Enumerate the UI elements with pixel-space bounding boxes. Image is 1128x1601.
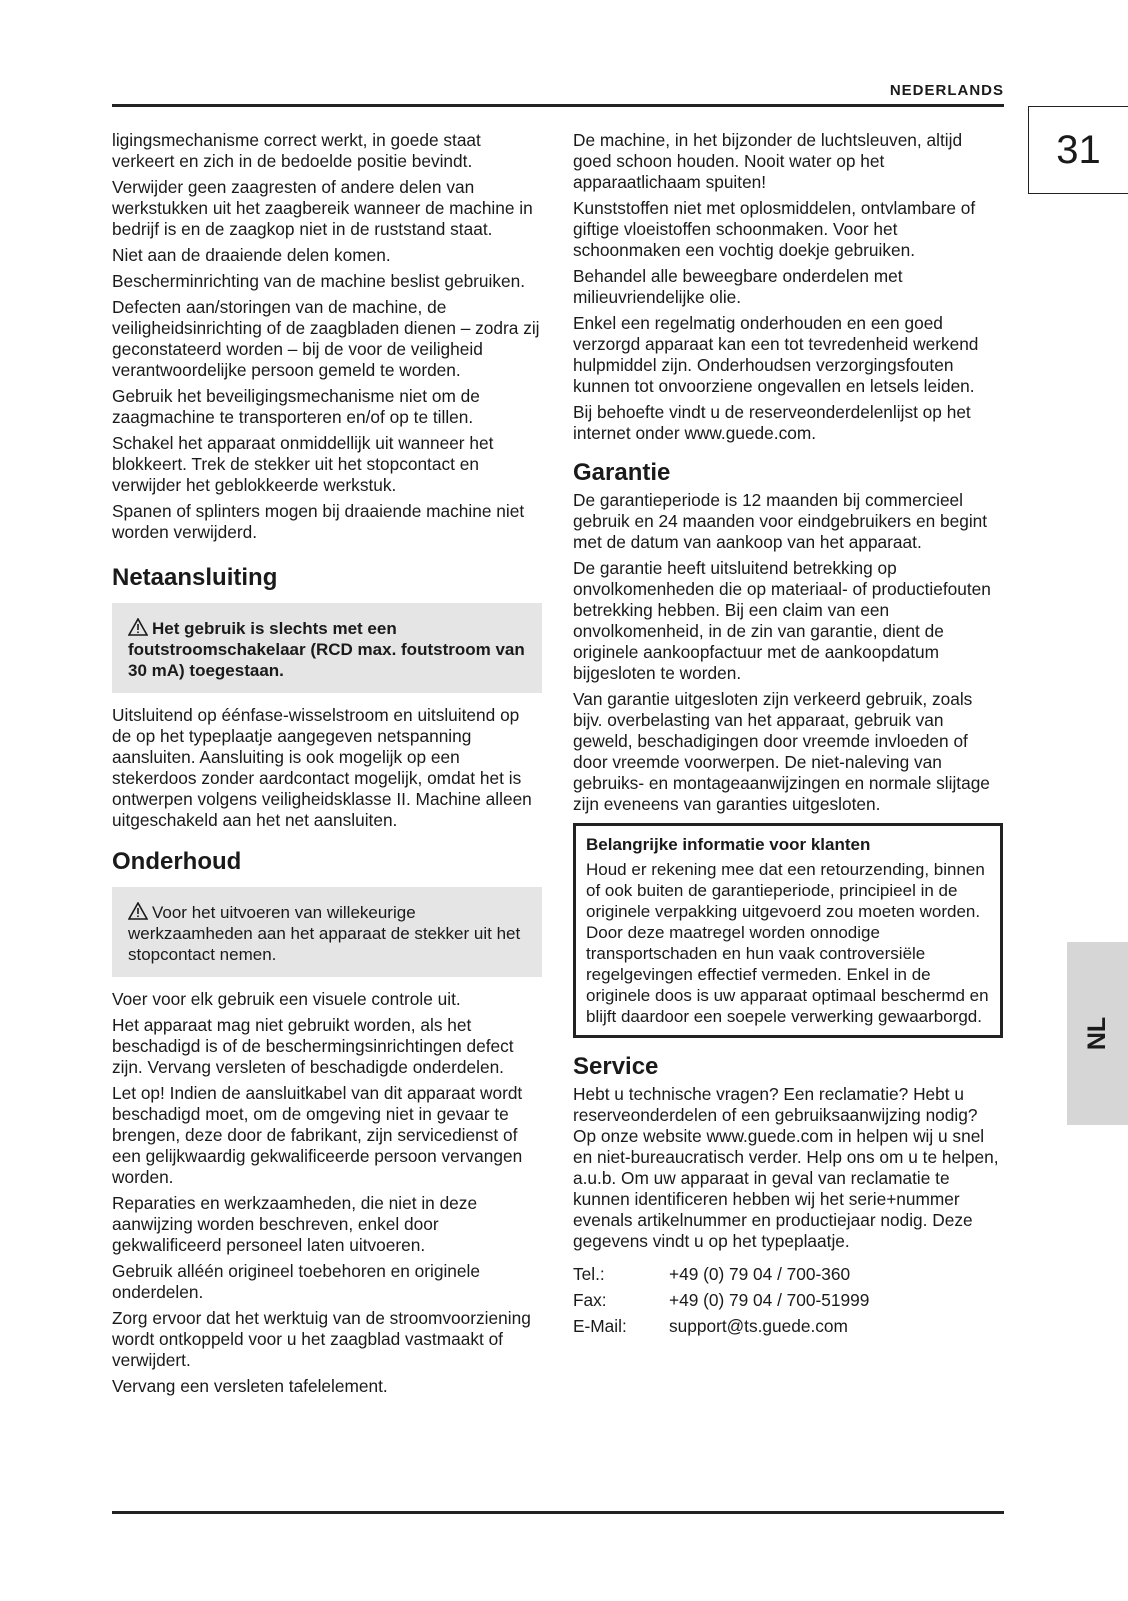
contact-value: support@ts.guede.com — [669, 1316, 848, 1336]
info-box-title: Belangrijke informatie voor klanten — [586, 835, 871, 854]
language-header: NEDERLANDS — [889, 82, 1004, 99]
section-heading-onderhoud: Onderhoud — [112, 848, 242, 875]
paragraph: Verwijder geen zaagresten of andere delen van werkstukken uit het zaagbereik wanneer de machine in bedrijf is en de zaagkop niet in de ruststand staat. — [112, 177, 533, 239]
paragraph: Kunststoffen niet met oplosmiddelen, ontvlambare of giftige vloeistoffen schoonmaken. Voor het schoonmaken een vochtig doekje gebruiken. — [573, 198, 976, 260]
language-side-tab — [1067, 942, 1128, 1125]
customer-info-box — [573, 823, 1003, 1038]
paragraph: Spanen of splinters mogen bij draaiende machine niet worden verwijderd. — [112, 501, 525, 542]
paragraph: Voer voor elk gebruik een visuele controle uit. — [112, 989, 461, 1009]
warning-triangle-icon — [128, 618, 148, 636]
bottom-rule — [112, 1511, 1004, 1514]
left-column — [112, 130, 542, 1402]
paragraph: Uitsluitend op éénfase-wisselstroom en uitsluitend op de op het typeplaatje aangegeven netspanning aansluiten. Aansluiting is ook mogelijk op een stekerdoos zonder aardcontact mogelijk, omdat het is ontwerpen volgens veiligheidsklasse II. Machine alleen uitgeschakeld aan het net aansluiten. — [112, 705, 532, 830]
paragraph: De garantieperiode is 12 maanden bij commercieel gebruik en 24 maanden voor eindgebruikers en begint met de datum van aankoop van het apparaat. — [573, 490, 988, 552]
warning-box — [112, 603, 542, 693]
paragraph: Defecten aan/storingen van de machine, de veiligheidsinrichting of de zaagbladen dienen – zodra zij geconstateerd worden – bij de voor de veiligheid verantwoordelijke persoon gemeld te worden. — [112, 297, 540, 380]
paragraph: De machine, in het bijzonder de luchtsleuven, altijd goed schoon houden. Nooit water op het apparaatlichaam spuiten! — [573, 130, 963, 192]
side-tab-label: NL — [1082, 1016, 1111, 1051]
contact-label: Fax: — [573, 1290, 607, 1310]
warning-triangle-icon — [128, 902, 148, 920]
paragraph: Hebt u technische vragen? Een reclamatie? Hebt u reserveonderdelen of een gebruiksaanwijzing nodig? Op onze website www.guede.com in helpen wij u snel en niet-bureaucratisch verder. Help ons om u te helpen, a.u.b. Om uw apparaat in geval van reclamatie te kunnen identificeren hebben wij het serie+nummer evenals artikelnummer en productiejaar nodig. Deze gegevens vindt u op het typeplaatje. — [573, 1084, 999, 1251]
paragraph: Zorg ervoor dat het werktuig van de stroomvoorziening wordt ontkoppeld voor u het zaagblad vastmaakt of verwijdert. — [112, 1308, 531, 1370]
contact-row-email — [573, 1316, 1003, 1337]
paragraph: Bescherminrichting van de machine beslist gebruiken. — [112, 271, 526, 291]
contact-row-phone — [573, 1264, 1003, 1285]
page-number: 31 — [1028, 106, 1128, 194]
paragraph: Bij behoefte vindt u de reserveonderdelenlijst op het internet onder www.guede.com. — [573, 402, 971, 443]
right-column — [573, 130, 1003, 1342]
warning-box — [112, 887, 542, 977]
paragraph: Niet aan de draaiende delen komen. — [112, 245, 391, 265]
paragraph: ligingsmechanisme correct werkt, in goede staat verkeert en zich in de bedoelde positie bevindt. — [112, 130, 481, 171]
paragraph: Van garantie uitgesloten zijn verkeerd gebruik, zoals bijv. overbelasting van het apparaat, gebruik van geweld, beschadigingen door vreemde invloeden of door vreemde voorwerpen. De niet-naleving van gebruiks- en montageaanwijzingen en normale slijtage zijn eveneens van garanties uitgesloten. — [573, 689, 990, 814]
paragraph: Reparaties en werkzaamheden, die niet in deze aanwijzing worden beschreven, enkel door gekwalificeerd personeel laten uitvoeren. — [112, 1193, 478, 1255]
contact-label: E-Mail: — [573, 1316, 627, 1336]
info-box-text: Houd er rekening mee dat een retourzending, binnen of ook buiten de garantieperiode, principieel in de originele verpakking uitgevoerd zou moeten worden. Door deze maatregel worden onnodige transportschaden en hun vaak controversiële regelgevingen effectief vermeden. Enkel in de originele doos is uw apparaat optimaal beschermd en blijft daardoor een soepele verwerking gewaarborgd. — [586, 860, 989, 1026]
section-heading-netaansluiting: Netaansluiting — [112, 564, 278, 591]
paragraph: Let op! Indien de aansluitkabel van dit apparaat wordt beschadigd moet, om de omgeving niet in gevaar te brengen, deze door de fabrikant, zijn servicedienst of een gelijkwaardig gekwalificeerde persoon vervangen worden. — [112, 1083, 523, 1187]
warning-text: Voor het uitvoeren van willekeurige werkzaamheden aan het apparaat de stekker uit het stopcontact nemen. — [128, 903, 521, 964]
top-rule — [112, 104, 1004, 107]
contact-value: +49 (0) 79 04 / 700-360 — [669, 1264, 851, 1284]
paragraph: Gebruik alléén origineel toebehoren en originele onderdelen. — [112, 1261, 480, 1302]
paragraph: Vervang een versleten tafelelement. — [112, 1376, 388, 1396]
paragraph: Behandel alle beweegbare onderdelen met milieuvriendelijke olie. — [573, 266, 903, 307]
paragraph: Het apparaat mag niet gebruikt worden, als het beschadigd is of de beschermingsinrichtingen defect zijn. Vervang versleten of beschadigde onderdelen. — [112, 1015, 514, 1077]
contact-row-fax — [573, 1290, 1003, 1311]
paragraph: Enkel een regelmatig onderhouden en een goed verzorgd apparaat kan een tot tevredenheid werkend hulpmiddel zijn. Onderhoudsen verzorgingsfouten kunnen tot onvoorziene ongevallen en letsels leiden. — [573, 313, 979, 396]
contact-label: Tel.: — [573, 1264, 605, 1284]
contact-value: +49 (0) 79 04 / 700-51999 — [669, 1290, 870, 1310]
paragraph: Gebruik het beveiligingsmechanisme niet om de zaagmachine te transporteren en/of op te tillen. — [112, 386, 480, 427]
paragraph: De garantie heeft uitsluitend betrekking op onvolkomenheden die op materiaal- of productiefouten betrekking hebben. Bij een claim van een onvolkomenheid, in de zin van garantie, dient de originele aankoopfactuur met de aankoopdatum bijgesloten te worden. — [573, 558, 991, 683]
warning-text: Het gebruik is slechts met een foutstroomschakelaar (RCD max. foutstroom van 30 mA) toegestaan. — [128, 619, 525, 680]
section-heading-garantie: Garantie — [573, 459, 671, 486]
paragraph: Schakel het apparaat onmiddellijk uit wanneer het blokkeert. Trek de stekker uit het stopcontact en verwijder het geblokkeerde werkstuk. — [112, 433, 494, 495]
section-heading-service: Service — [573, 1053, 659, 1080]
